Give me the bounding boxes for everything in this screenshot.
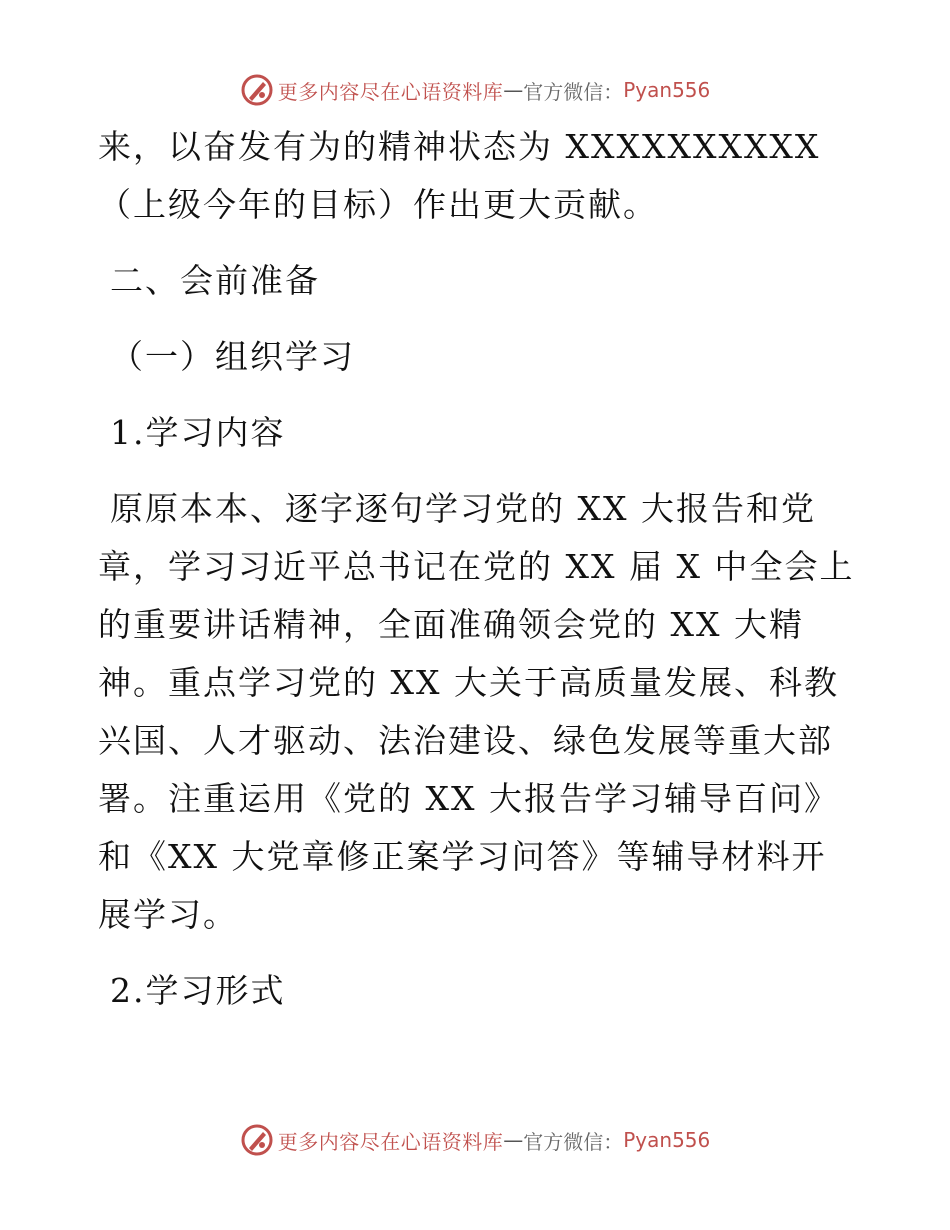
pen-seal-icon	[240, 1123, 274, 1157]
section-heading-preparation: 二、会前准备	[110, 261, 320, 300]
header-watermark	[0, 70, 950, 110]
banner-dash: —	[503, 1128, 524, 1152]
paragraph-continuation: 来，以奋发有为的精神状态为 XXXXXXXXXX（上级今年的目标）作出更大贡献。	[98, 127, 821, 224]
banner-wechat-label: 官方微信：	[523, 79, 624, 104]
pen-seal-icon	[240, 73, 274, 107]
banner-site-text: 更多内容尽在心语资料库	[277, 79, 504, 104]
banner-dash: —	[503, 78, 524, 102]
item-heading-study-content: 1.学习内容	[110, 413, 286, 452]
paragraph-study-content: 原原本本、逐字逐句学习党的 XX 大报告和党章，学习习近平总书记在党的 XX 届 X 中全会上的重要讲话精神，全面准确领会党的 XX 大精神。重点学习党的 XX 大关于高质量发展、科教兴国、人才驱动、法治建设、绿色发展等重大部署。注重运用《党的 XX 大报告学习辅导百问》和《XX 大党章修正案学习问答》等辅导材料开展学习。	[98, 489, 855, 934]
document-body	[98, 118, 858, 1020]
banner-wechat-id: Pyan556	[623, 78, 711, 102]
subsection-heading-study: （一）组织学习	[110, 337, 355, 376]
footer-watermark	[0, 1120, 950, 1160]
banner-wechat-label: 官方微信：	[523, 1129, 624, 1154]
banner-wechat-id: Pyan556	[623, 1128, 711, 1152]
banner-site-text: 更多内容尽在心语资料库	[277, 1129, 504, 1154]
item-heading-study-form: 2.学习形式	[110, 971, 286, 1010]
